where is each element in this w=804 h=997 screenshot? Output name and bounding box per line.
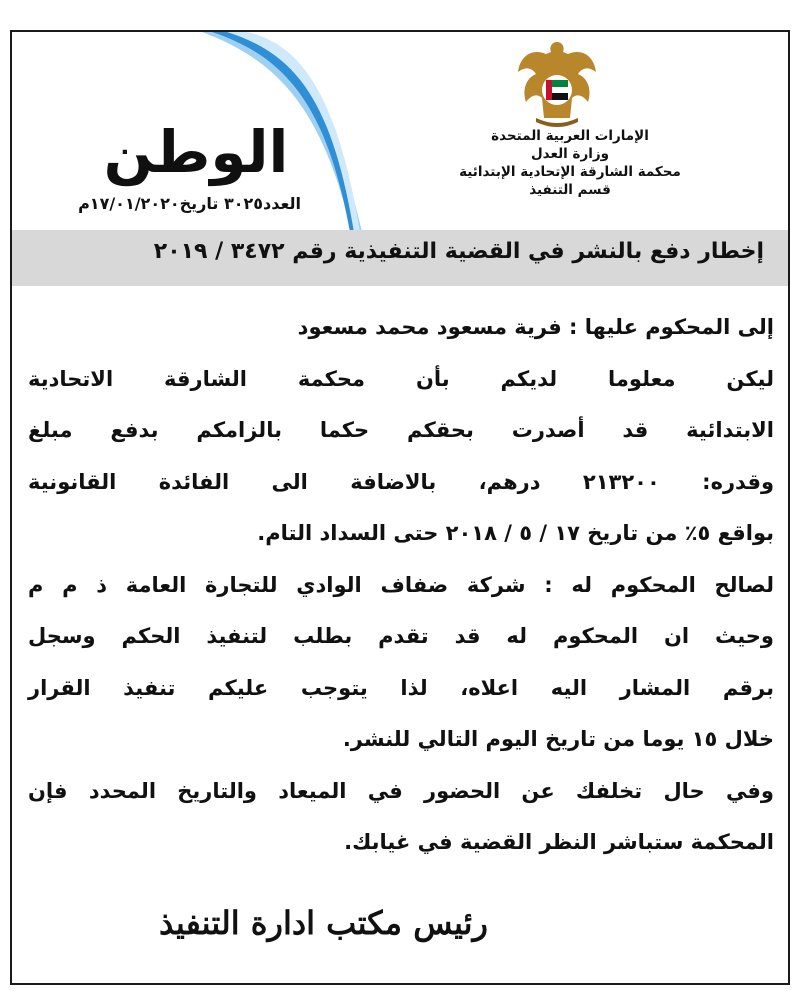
notice-title-banner <box>12 230 788 286</box>
notice-line: وحيث ان المحكوم له قد تقدم بطلب لتنفيذ الحكم وسجل <box>28 624 774 648</box>
notice-line: ليكن معلوما لديكم بأن محكمة الشارقة الاتحادية <box>28 366 774 391</box>
ministry-name: وزارة العدل <box>530 146 610 162</box>
newspaper-masthead <box>36 94 301 224</box>
notice-line: وقدره: ٢١٣٢٠٠ درهم، بالاضافة الى الفائدة القانونية <box>28 469 774 494</box>
notice-line: برقم المشار اليه اعلاه، لذا يتوجب عليكم تنفيذ القرار <box>28 675 774 700</box>
notice-body <box>28 302 774 869</box>
notice-line: خلال ١٥ يوما من تاريخ اليوم التالي للنشر. <box>342 727 774 751</box>
notice-line: وفي حال تخلفك عن الحضور في الميعاد والتاريخ المحدد فإن <box>28 778 774 803</box>
uae-emblem-icon <box>512 38 602 128</box>
notice-line: الابتدائية قد أصدرت بحقكم حكما بالزامكم بدفع مبلغ <box>28 418 774 442</box>
notice-line: بواقع ٥٪ من تاريخ ١٧ / ٥ / ٢٠١٨ حتى السداد التام. <box>257 521 774 545</box>
notice-title: إخطار دفع بالنشر في القضية التنفيذية رقم ٣٤٧٢ / ٢٠١٩ <box>153 239 764 264</box>
court-name: محكمة الشارقة الإتحادية الإبتدائية <box>459 164 681 180</box>
signature-line: رئيس مكتب ادارة التنفيذ <box>159 904 488 942</box>
notice-line: المحكمة ستباشر النظر القضية في غيابك. <box>344 830 774 854</box>
country-name: الإمارات العربية المتحدة <box>491 128 649 144</box>
notice-frame <box>10 30 790 985</box>
authority-header <box>412 127 728 199</box>
newspaper-logo: الوطن <box>103 118 289 186</box>
notice-line: إلى المحكوم عليها : فرية مسعود محمد مسعود <box>297 315 774 339</box>
department-name: قسم التنفيذ <box>529 182 611 198</box>
issue-date: العدد٣٠٢٥ تاريخ١٧/٠١/٢٠٢٠م <box>78 194 301 213</box>
notice-line: لصالح المحكوم له : شركة ضفاف الوادي للتجارة العامة ذ م م <box>28 572 774 597</box>
